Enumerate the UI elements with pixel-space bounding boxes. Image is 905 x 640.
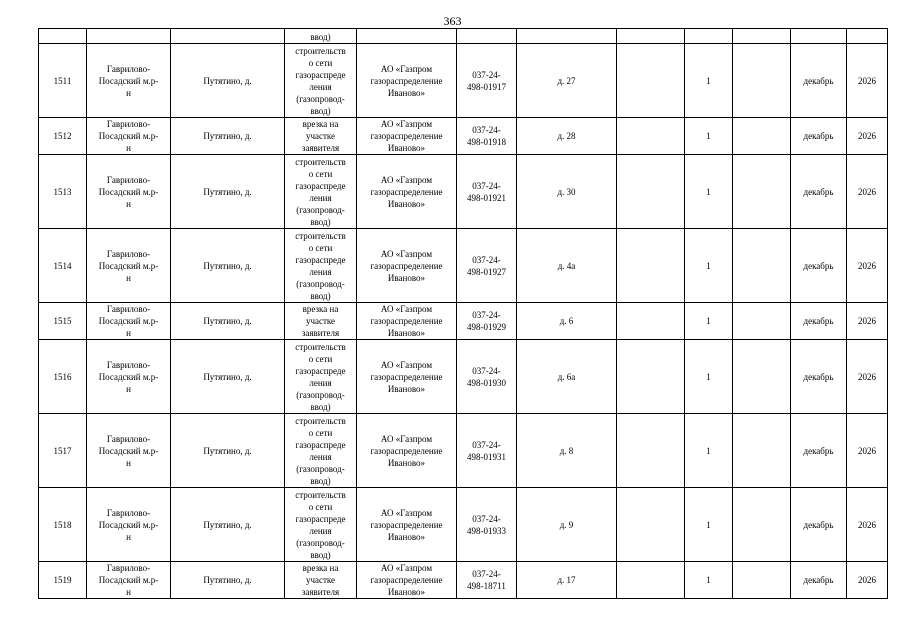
cell-count: 1 (685, 229, 733, 303)
cell-municipality: Гаврилово- Посадский м.р- н (87, 488, 171, 562)
cell-extra (617, 29, 685, 44)
cell-count: 1 (685, 44, 733, 118)
cell-num (39, 29, 87, 44)
cell-num: 1514 (39, 229, 87, 303)
cell-num: 1512 (39, 118, 87, 155)
cell-municipality: Гаврилово- Посадский м.р- н (87, 414, 171, 488)
cell-work-type: строительств о сети газораспреде ления (газопровод- ввод) (285, 488, 357, 562)
cell-num: 1518 (39, 488, 87, 562)
cell-extra2 (733, 562, 791, 599)
table-row (39, 118, 888, 155)
cell-year: 2026 (847, 44, 888, 118)
table-row (39, 562, 888, 599)
cell-locality: Путятино, д. (171, 488, 285, 562)
cell-month: декабрь (791, 155, 847, 229)
cell-reg-number (457, 29, 517, 44)
cell-address: д. 8 (517, 414, 617, 488)
cell-num: 1515 (39, 303, 87, 340)
cell-locality: Путятино, д. (171, 155, 285, 229)
cell-organization (357, 29, 457, 44)
cell-reg-number: 037-24- 498-01927 (457, 229, 517, 303)
cell-work-type: ввод) (285, 29, 357, 44)
table-row (39, 44, 888, 118)
cell-count: 1 (685, 303, 733, 340)
cell-month: декабрь (791, 118, 847, 155)
cell-reg-number: 037-24- 498-18711 (457, 562, 517, 599)
cell-reg-number: 037-24- 498-01929 (457, 303, 517, 340)
cell-count: 1 (685, 155, 733, 229)
cell-municipality: Гаврилово- Посадский м.р- н (87, 155, 171, 229)
table-row (39, 414, 888, 488)
cell-year: 2026 (847, 562, 888, 599)
cell-work-type: врезка на участке заявителя (285, 303, 357, 340)
cell-count: 1 (685, 118, 733, 155)
cell-organization: АО «Газпром газораспределение Иваново» (357, 118, 457, 155)
cell-extra (617, 562, 685, 599)
cell-organization: АО «Газпром газораспределение Иваново» (357, 414, 457, 488)
cell-extra2 (733, 29, 791, 44)
cell-extra2 (733, 155, 791, 229)
cell-organization: АО «Газпром газораспределение Иваново» (357, 488, 457, 562)
table-row (39, 229, 888, 303)
cell-reg-number: 037-24- 498-01917 (457, 44, 517, 118)
cell-extra (617, 229, 685, 303)
cell-work-type: строительств о сети газораспреде ления (газопровод- ввод) (285, 44, 357, 118)
cell-municipality: Гаврилово- Посадский м.р- н (87, 44, 171, 118)
cell-address: д. 6 (517, 303, 617, 340)
cell-extra (617, 118, 685, 155)
cell-organization: АО «Газпром газораспределение Иваново» (357, 44, 457, 118)
cell-year: 2026 (847, 340, 888, 414)
cell-extra2 (733, 488, 791, 562)
cell-year: 2026 (847, 488, 888, 562)
cell-work-type: строительств о сети газораспреде ления (газопровод- ввод) (285, 340, 357, 414)
cell-locality: Путятино, д. (171, 229, 285, 303)
cell-year: 2026 (847, 229, 888, 303)
cell-year (847, 29, 888, 44)
cell-address: д. 30 (517, 155, 617, 229)
cell-extra (617, 44, 685, 118)
cell-extra2 (733, 44, 791, 118)
cell-locality: Путятино, д. (171, 414, 285, 488)
cell-locality: Путятино, д. (171, 118, 285, 155)
cell-reg-number: 037-24- 498-01933 (457, 488, 517, 562)
cell-extra (617, 488, 685, 562)
cell-work-type: врезка на участке заявителя (285, 562, 357, 599)
cell-locality (171, 29, 285, 44)
cell-locality: Путятино, д. (171, 340, 285, 414)
cell-month: декабрь (791, 562, 847, 599)
cell-month: декабрь (791, 229, 847, 303)
cell-num: 1516 (39, 340, 87, 414)
cell-address: д. 9 (517, 488, 617, 562)
cell-municipality: Гаврилово- Посадский м.р- н (87, 118, 171, 155)
cell-municipality (87, 29, 171, 44)
cell-extra (617, 414, 685, 488)
cell-address: д. 28 (517, 118, 617, 155)
cell-count: 1 (685, 488, 733, 562)
cell-count: 1 (685, 340, 733, 414)
table-body (39, 29, 888, 599)
cell-extra2 (733, 340, 791, 414)
cell-year: 2026 (847, 414, 888, 488)
cell-work-type: врезка на участке заявителя (285, 118, 357, 155)
cell-month: декабрь (791, 340, 847, 414)
cell-year: 2026 (847, 155, 888, 229)
cell-locality: Путятино, д. (171, 562, 285, 599)
cell-num: 1519 (39, 562, 87, 599)
cell-count: 1 (685, 562, 733, 599)
cell-work-type: строительств о сети газораспреде ления (газопровод- ввод) (285, 155, 357, 229)
table-row (39, 303, 888, 340)
cell-reg-number: 037-24- 498-01930 (457, 340, 517, 414)
cell-reg-number: 037-24- 498-01918 (457, 118, 517, 155)
cell-municipality: Гаврилово- Посадский м.р- н (87, 340, 171, 414)
cell-address: д. 17 (517, 562, 617, 599)
cell-address (517, 29, 617, 44)
cell-count (685, 29, 733, 44)
cell-extra2 (733, 118, 791, 155)
continuation-row (39, 29, 888, 44)
cell-municipality: Гаврилово- Посадский м.р- н (87, 303, 171, 340)
cell-month: декабрь (791, 414, 847, 488)
page-number: 363 (443, 14, 462, 28)
cell-organization: АО «Газпром газораспределение Иваново» (357, 229, 457, 303)
cell-organization: АО «Газпром газораспределение Иваново» (357, 562, 457, 599)
cell-num: 1517 (39, 414, 87, 488)
cell-address: д. 4а (517, 229, 617, 303)
cell-count: 1 (685, 414, 733, 488)
cell-organization: АО «Газпром газораспределение Иваново» (357, 155, 457, 229)
cell-year: 2026 (847, 118, 888, 155)
cell-extra (617, 303, 685, 340)
cell-work-type: строительств о сети газораспреде ления (газопровод- ввод) (285, 229, 357, 303)
cell-municipality: Гаврилово- Посадский м.р- н (87, 229, 171, 303)
cell-extra (617, 340, 685, 414)
cell-address: д. 6а (517, 340, 617, 414)
cell-extra (617, 155, 685, 229)
cell-month: декабрь (791, 488, 847, 562)
cell-locality: Путятино, д. (171, 303, 285, 340)
cell-organization: АО «Газпром газораспределение Иваново» (357, 340, 457, 414)
cell-num: 1513 (39, 155, 87, 229)
cell-month: декабрь (791, 44, 847, 118)
cell-extra2 (733, 229, 791, 303)
cell-address: д. 27 (517, 44, 617, 118)
cell-month (791, 29, 847, 44)
cell-work-type: строительств о сети газораспреде ления (газопровод- ввод) (285, 414, 357, 488)
cell-year: 2026 (847, 303, 888, 340)
table-row (39, 488, 888, 562)
cell-organization: АО «Газпром газораспределение Иваново» (357, 303, 457, 340)
cell-locality: Путятино, д. (171, 44, 285, 118)
cell-reg-number: 037-24- 498-01921 (457, 155, 517, 229)
table-row (39, 155, 888, 229)
cell-extra2 (733, 303, 791, 340)
cell-municipality: Гаврилово- Посадский м.р- н (87, 562, 171, 599)
table-row (39, 340, 888, 414)
cell-extra2 (733, 414, 791, 488)
cell-month: декабрь (791, 303, 847, 340)
gas-connection-table (38, 28, 888, 599)
cell-num: 1511 (39, 44, 87, 118)
cell-reg-number: 037-24- 498-01931 (457, 414, 517, 488)
